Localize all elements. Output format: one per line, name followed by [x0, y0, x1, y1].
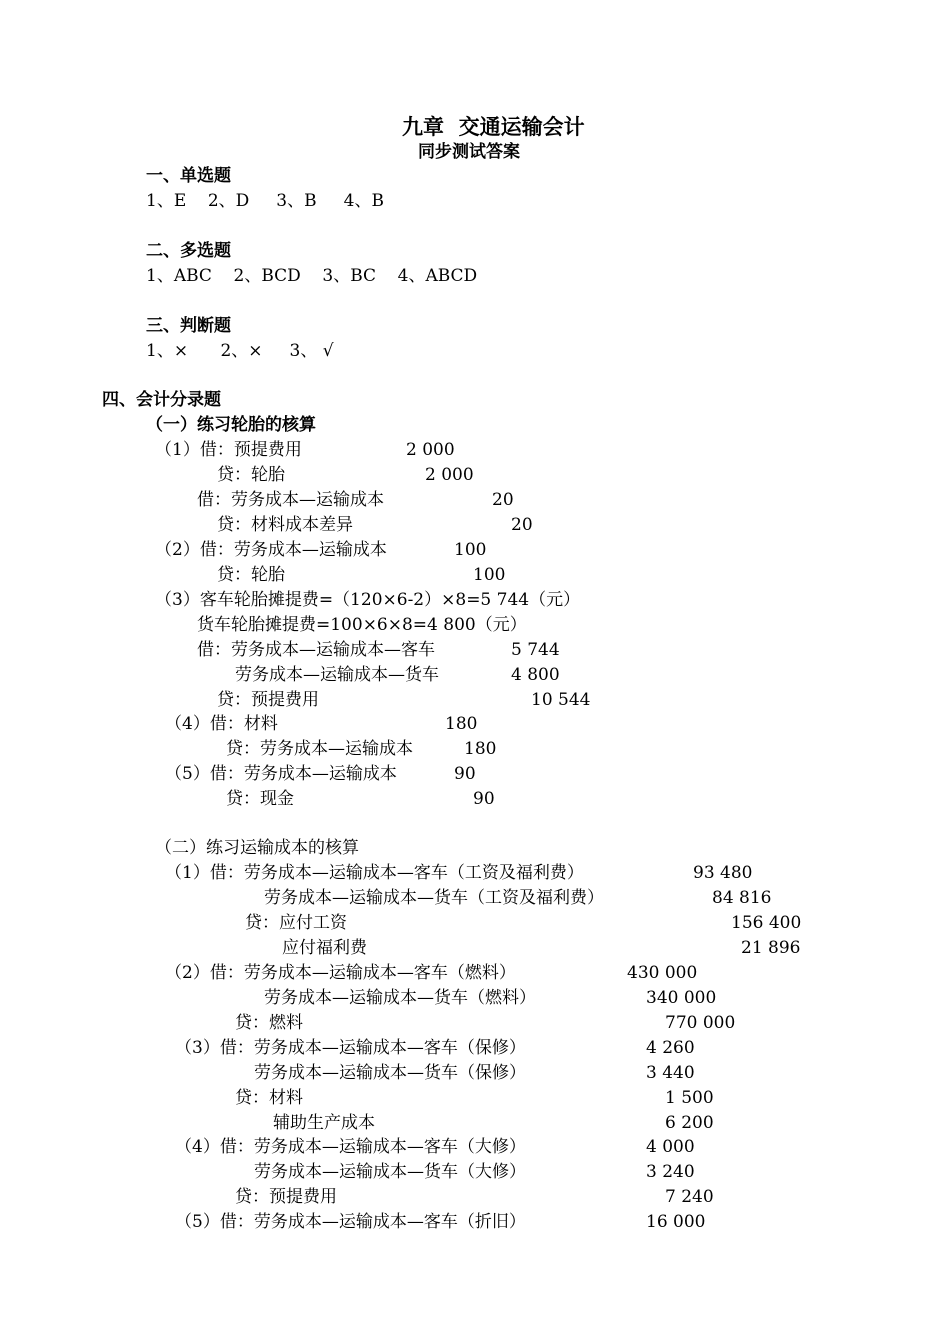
section-heading: 三、判断题: [146, 316, 231, 336]
section-heading: 一、单选题: [146, 166, 231, 186]
page-title: 九章 交通运输会计: [402, 115, 585, 139]
entry-amount: 1 500: [665, 1088, 714, 1108]
entry-line: 劳务成本—运输成本—货车（大修）: [254, 1162, 526, 1182]
entry-line: （4）借：材料: [165, 714, 278, 734]
section-heading: 四、会计分录题: [102, 390, 221, 410]
entry-line: 贷：轮胎: [217, 465, 285, 485]
entry-line: 贷：轮胎: [217, 565, 285, 585]
entry-amount: 4 260: [646, 1038, 695, 1058]
entry-amount: 84 816: [712, 888, 772, 908]
entry-line: 劳务成本—运输成本—货车（保修）: [254, 1063, 526, 1083]
entry-amount: 3 440: [646, 1063, 695, 1083]
entry-amount: 2 000: [425, 465, 474, 485]
entry-amount: 430 000: [627, 963, 698, 983]
entry-line: 贷：预提费用: [217, 690, 319, 710]
answer-line: 1、E 2、D 3、B 4、B: [146, 191, 384, 211]
page-subtitle: 同步测试答案: [418, 142, 520, 162]
entry-line: 贷：燃料: [235, 1013, 303, 1033]
entry-amount: 7 240: [665, 1187, 714, 1207]
entry-line: （1）借：劳务成本—运输成本—客车（工资及福利费）: [165, 863, 584, 883]
entry-amount: 90: [454, 764, 476, 784]
entry-amount: 21 896: [741, 938, 801, 958]
entry-amount: 100: [473, 565, 506, 585]
entry-amount: 20: [511, 515, 533, 535]
entry-amount: 20: [492, 490, 514, 510]
entry-line: （3）借：劳务成本—运输成本—客车（保修）: [175, 1038, 526, 1058]
entry-amount: 10 544: [531, 690, 591, 710]
entry-line: 应付福利费: [282, 938, 367, 958]
entry-line: （4）借：劳务成本—运输成本—客车（大修）: [175, 1137, 526, 1157]
answer-line: 1、ABC 2、BCD 3、BC 4、ABCD: [146, 266, 478, 286]
entry-line: （1）借：预提费用: [155, 440, 302, 460]
entry-amount: 93 480: [693, 863, 753, 883]
entry-line: 借：劳务成本—运输成本—客车: [197, 640, 435, 660]
entry-line: 劳务成本—运输成本—货车（工资及福利费）: [264, 888, 604, 908]
entry-amount: 156 400: [731, 913, 802, 933]
entry-amount: 16 000: [646, 1212, 706, 1232]
entry-line: 货车轮胎摊提费=100×6×8=4 800（元）: [197, 615, 527, 635]
subsection-heading: （一）练习轮胎的核算: [146, 415, 316, 435]
entry-amount: 180: [445, 714, 478, 734]
entry-line: 贷：材料成本差异: [217, 515, 353, 535]
subsection-heading: （二）练习运输成本的核算: [155, 838, 359, 858]
entry-amount: 90: [473, 789, 495, 809]
entry-amount: 2 000: [406, 440, 455, 460]
entry-line: 贷：预提费用: [235, 1187, 337, 1207]
entry-line: （2）借：劳务成本—运输成本: [155, 540, 387, 560]
entry-line: 借：劳务成本—运输成本: [197, 490, 384, 510]
entry-amount: 3 240: [646, 1162, 695, 1182]
entry-amount: 4 000: [646, 1137, 695, 1157]
section-heading: 二、多选题: [146, 241, 231, 261]
answer-line: 1、× 2、× 3、 √: [146, 341, 334, 361]
entry-amount: 4 800: [511, 665, 560, 685]
entry-line: （5）借：劳务成本—运输成本—客车（折旧）: [175, 1212, 526, 1232]
entry-line: 贷：现金: [226, 789, 294, 809]
entry-line: 辅助生产成本: [273, 1113, 375, 1133]
entry-line: （5）借：劳务成本—运输成本: [165, 764, 397, 784]
entry-amount: 340 000: [646, 988, 717, 1008]
entry-line: （3）客车轮胎摊提费=（120×6-2）×8=5 744（元）: [155, 590, 581, 610]
entry-amount: 100: [454, 540, 487, 560]
entry-line: 贷：应付工资: [245, 913, 347, 933]
entry-line: 贷：材料: [235, 1088, 303, 1108]
entry-line: 劳务成本—运输成本—货车（燃料）: [264, 988, 536, 1008]
entry-amount: 5 744: [511, 640, 560, 660]
entry-amount: 180: [464, 739, 497, 759]
entry-line: 劳务成本—运输成本—货车: [235, 665, 439, 685]
entry-line: （2）借：劳务成本—运输成本—客车（燃料）: [165, 963, 516, 983]
entry-amount: 6 200: [665, 1113, 714, 1133]
entry-amount: 770 000: [665, 1013, 736, 1033]
entry-line: 贷：劳务成本—运输成本: [226, 739, 413, 759]
